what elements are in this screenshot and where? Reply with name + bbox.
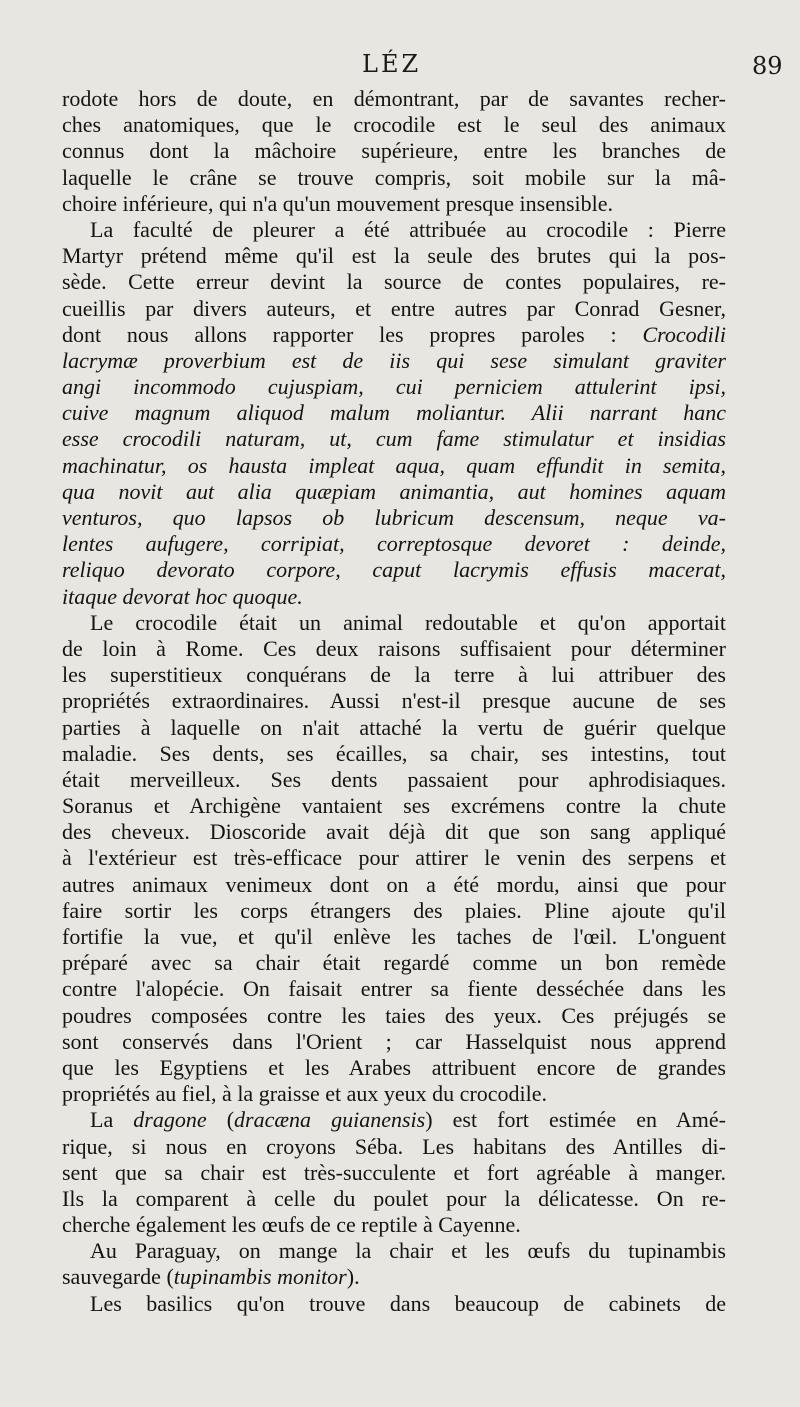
text-line — [62, 1238, 726, 1264]
roman-text: poudres composées contre les taies des yeux. Ces préjugés se — [62, 1002, 726, 1028]
text-line — [62, 426, 726, 452]
italic-text: lacrymæ proverbium est de iis qui sese simulant graviter — [62, 347, 726, 373]
text-line — [62, 610, 726, 636]
italic-text: itaque devorat hoc quoque. — [62, 583, 303, 609]
italic-text: tupinambis monitor — [173, 1264, 347, 1290]
text-line — [62, 793, 726, 819]
roman-text: à l'extérieur est très-efficace pour attirer le venin des serpens et — [62, 845, 726, 871]
roman-text: Soranus et Archigène vantaient ses excrémens contre la chute — [62, 793, 726, 819]
italic-text: venturos, quo lapsos ob lubricum descensum, neque va- — [62, 505, 726, 530]
italic-text: dragone — [133, 1107, 207, 1133]
text-line — [62, 322, 726, 348]
roman-text: Ils la comparent à celle du poulet pour la délicatesse. On re- — [62, 1185, 726, 1211]
text-line — [62, 1029, 726, 1055]
text-line — [62, 924, 726, 950]
roman-text: Le crocodile était un animal redoutable et qu'on apportait — [90, 609, 726, 635]
roman-text: rique, si nous en croyons Séba. Les habitans des Antilles di- — [62, 1133, 726, 1159]
roman-text: sauvegarde ( — [62, 1264, 174, 1290]
roman-text: des cheveux. Dioscoride avait déjà dit que son sang appliqué — [62, 819, 726, 845]
roman-text: autres animaux venimeux dont on a été mordu, ainsi que pour — [62, 871, 726, 897]
roman-text: les superstitieux conquérans de la terre à lui attribuer des — [62, 662, 726, 688]
text-line — [62, 1186, 726, 1212]
text-line — [62, 898, 726, 924]
italic-text: Crocodili — [642, 321, 726, 347]
text-line — [62, 1212, 726, 1238]
roman-text: propriétés extraordinaires. Aussi n'est-il presque aucune de ses — [62, 688, 726, 714]
roman-text: était merveilleux. Ses dents passaient pour aphrodisiaques. — [62, 766, 726, 792]
text-line — [62, 741, 726, 767]
roman-text: laquelle le crâne se trouve compris, soit mobile sur la mâ- — [62, 164, 726, 190]
roman-text: Au Paraguay, on mange la chair et les œufs du tupinambis — [90, 1238, 726, 1264]
text-line — [62, 348, 726, 374]
text-line — [62, 662, 726, 688]
roman-text: sède. Cette erreur devint la source de contes populaires, re- — [62, 269, 726, 295]
roman-text: préparé avec sa chair était regardé comme un bon remède — [62, 950, 726, 976]
text-line — [62, 976, 726, 1002]
roman-text: parties à laquelle on n'ait attaché la vertu de guérir quelque — [62, 714, 726, 740]
text-line — [62, 715, 726, 741]
text-line — [62, 191, 726, 217]
text-line — [62, 557, 726, 583]
text-line — [62, 688, 726, 714]
text-line — [62, 296, 726, 322]
text-line — [62, 531, 726, 557]
roman-text: La faculté de pleurer a été attribuée au crocodile : Pierre — [90, 216, 726, 242]
text-line — [62, 1107, 726, 1133]
text-line — [62, 819, 726, 845]
text-line — [62, 269, 726, 295]
text-line — [62, 112, 726, 138]
italic-text: angi incommodo cujuspiam, cui perniciem attulerint ipsi, — [62, 374, 726, 400]
roman-text: ches anatomiques, que le crocodile est le seul des animaux — [62, 112, 726, 138]
text-line — [62, 86, 726, 112]
roman-text: contre l'alopécie. On faisait entrer sa fiente desséchée dans les — [62, 976, 726, 1002]
text-line — [62, 1055, 726, 1081]
roman-text: Martyr prétend même qu'il est la seule des brutes qui la pos- — [62, 243, 726, 269]
text-line — [62, 845, 726, 871]
roman-text: dont nous allons rapporter les propres paroles : — [62, 321, 643, 347]
italic-text: lentes aufugere, corripiat, correptosque devoret : deinde, — [62, 531, 726, 557]
text-line — [62, 1081, 726, 1107]
roman-text: que les Egyptiens et les Arabes attribuent encore de grandes — [62, 1054, 726, 1080]
roman-text: sont conservés dans l'Orient ; car Hasselquist nous apprend — [62, 1028, 726, 1054]
text-line — [62, 584, 726, 610]
roman-text: propriétés au fiel, à la graisse et aux yeux du crocodile. — [62, 1081, 548, 1107]
page-number: 89 — [752, 52, 783, 80]
text-line — [62, 1291, 726, 1317]
text-line — [62, 1134, 726, 1160]
text-line — [62, 872, 726, 898]
roman-text: rodote hors de doute, en démontrant, par de savantes recher- — [62, 86, 726, 111]
text-line — [62, 165, 726, 191]
italic-text: qua novit aut alia quæpiam animantia, aut homines aquam — [62, 478, 726, 504]
roman-text: cueillis par divers auteurs, et entre autres par Conrad Gesner, — [62, 295, 726, 321]
roman-text: faire sortir les corps étrangers des plaies. Pline ajoute qu'il — [62, 897, 726, 923]
text-line — [62, 243, 726, 269]
text-line — [62, 217, 726, 243]
roman-text: ). — [346, 1264, 360, 1290]
roman-text: fortifie la vue, et qu'il enlève les taches de l'œil. L'onguent — [62, 924, 726, 949]
text-line — [62, 138, 726, 164]
body-text — [62, 86, 726, 1317]
running-head — [0, 50, 800, 86]
text-line — [62, 479, 726, 505]
roman-text: cherche également les œufs de ce reptile à Cayenne. — [62, 1212, 521, 1238]
roman-text: Les basilics qu'on trouve dans beaucoup de cabinets de — [90, 1290, 726, 1316]
italic-text: esse crocodili naturam, ut, cum fame stimulatur et insidias — [62, 426, 726, 452]
text-line — [62, 453, 726, 479]
text-line — [62, 374, 726, 400]
italic-text: cuive magnum aliquod malum moliantur. Alii narrant hanc — [62, 400, 726, 426]
text-line — [62, 636, 726, 662]
text-line — [62, 1264, 726, 1290]
roman-text: maladie. Ses dents, ses écailles, sa chair, ses intestins, tout — [62, 740, 726, 766]
italic-text: dracæna guianensis — [234, 1107, 426, 1133]
italic-text: machinatur, os hausta impleat aqua, quam effundit in semita, — [62, 452, 726, 478]
running-title: LÉZ — [362, 50, 422, 78]
text-line — [62, 767, 726, 793]
roman-text: ) est fort estimée en Amé- — [425, 1107, 726, 1133]
roman-text: choire inférieure, qui n'a qu'un mouvement presque insensible. — [62, 190, 614, 216]
roman-text: de loin à Rome. Ces deux raisons suffisaient pour déterminer — [62, 635, 726, 661]
text-line — [62, 1160, 726, 1186]
text-line — [62, 950, 726, 976]
roman-text: sent que sa chair est très-succulente et fort agréable à manger. — [62, 1159, 726, 1185]
roman-text: La — [90, 1107, 134, 1133]
roman-text: ( — [206, 1107, 235, 1133]
text-line — [62, 400, 726, 426]
italic-text: reliquo devorato corpore, caput lacrymis effusis macerat, — [62, 557, 726, 583]
text-line — [62, 1003, 726, 1029]
text-line — [62, 505, 726, 531]
roman-text: connus dont la mâchoire supérieure, entre les branches de — [62, 138, 726, 164]
